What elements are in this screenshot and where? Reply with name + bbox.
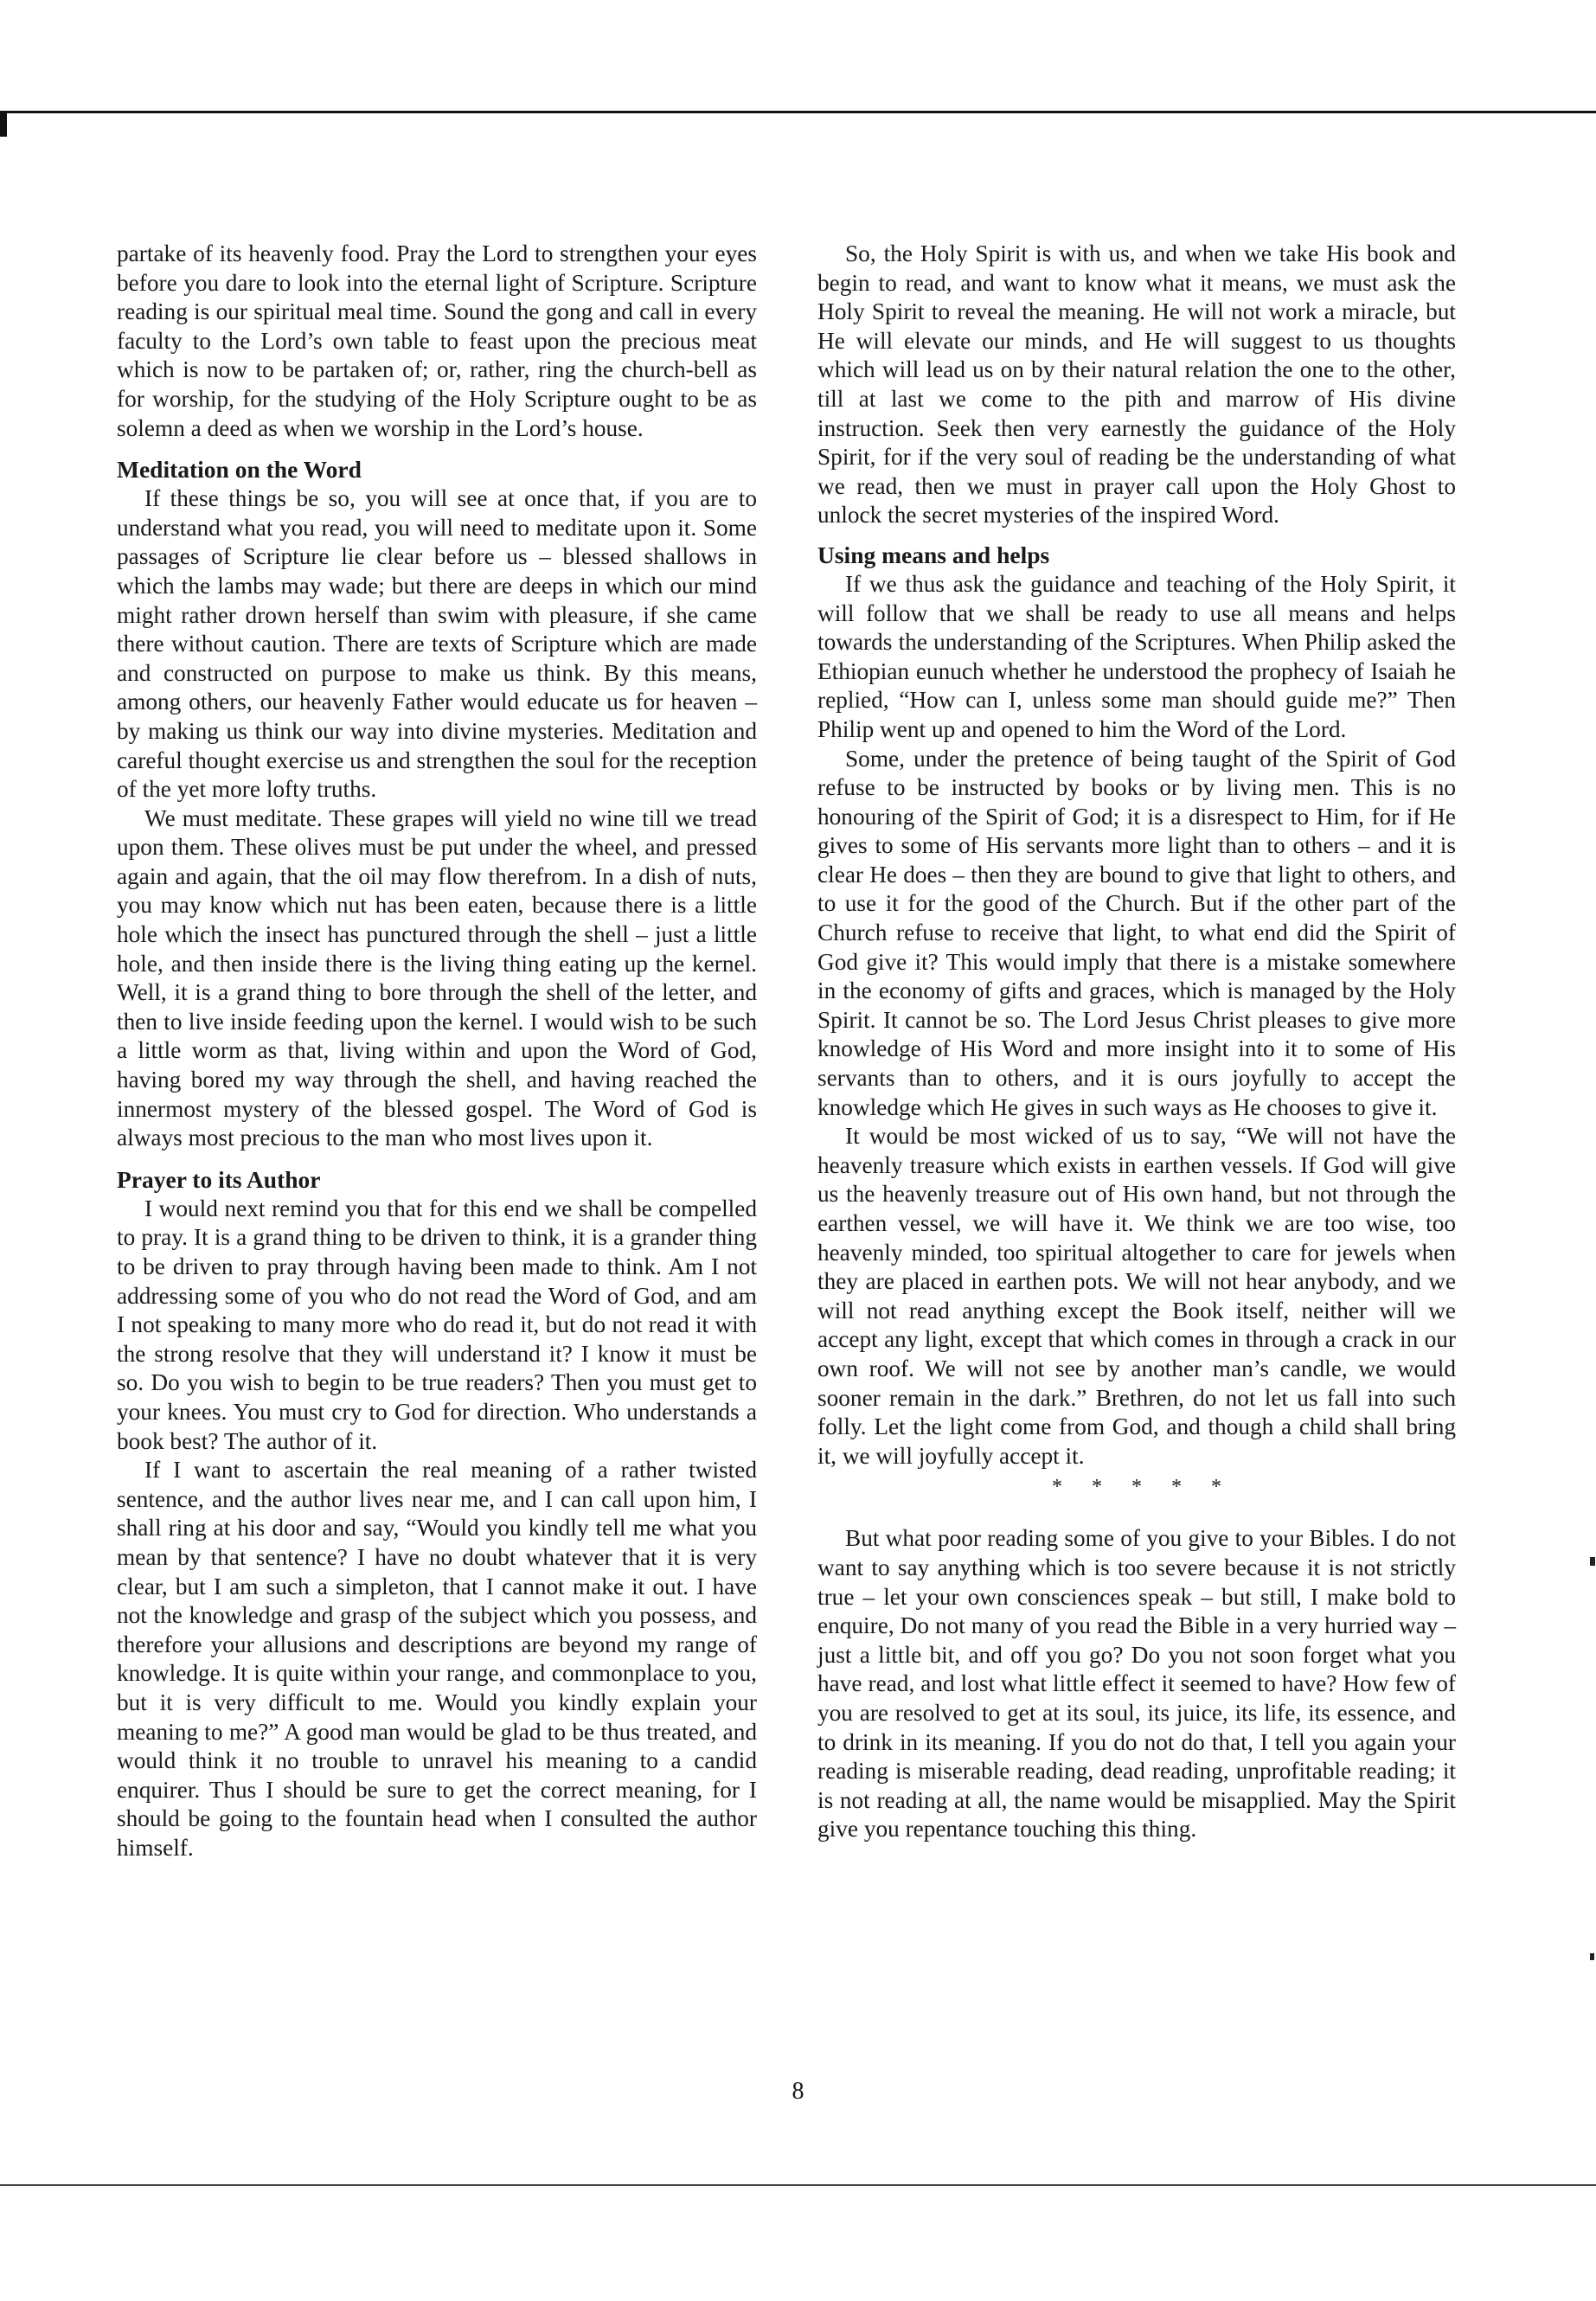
paragraph: If these things be so, you will see at once that, if you are to understand what you read, you will need to meditate upon it. Some passages of Scripture lie clear before us – blessed shallows in which the lambs may wade; but there are deeps in which our mind might rather drown herself than swim with pleasure, if she came there without caution. There are texts of Scripture which are made and constructed on purpose to make us think. By this means, among others, our heavenly Father would educate us for heaven – by making us think our way into divine mysteries. Meditation and careful thought exercise us and strengthen the soul for the reception of the yet more lofty truths.	[117, 485, 757, 803]
paragraph: So, the Holy Spirit is with us, and when we take His book and begin to read, and want to know what it means, we must ask the Holy Spirit to reveal the meaning. He will not work a miracle, but He will elevate our minds, and He will suggest to us thoughts which will lead us on by their natural relation the one to the other, till at last we come to the pith and marrow of His divine instruction. Seek then very earnestly the guidance of the Holy Spirit, for if the very soul of reading be the understanding of what we read, then we must in prayer call upon the Holy Ghost to unlock the secret mysteries of the inspired Word.	[817, 240, 1456, 529]
paragraph: If I want to ascertain the real meaning of a rather twisted sentence, and the author lives near me, and I can call upon him, I shall ring at his door and say, “Would you kindly tell me what you mean by that sentence? I have no doubt whatever that it is very clear, but I am such a simpleton, that I cannot make it out. I have not the knowledge and grasp of the subject which you possess, and therefore your allusions and descriptions are beyond my range of knowledge. It is quite within your range, and commonplace to you, but it is very difficult to me. Would you kindly explain your meaning to me?” A good man would be glad to be thus treated, and would think it no trouble to unravel his meaning to a candid enquirer. Thus I should be sure to get the correct meaning, for I should be going to the fountain head when I consulted the author himself.	[117, 1457, 757, 1861]
section-heading: Using means and helps	[817, 541, 1050, 568]
paragraph: We must meditate. These grapes will yield no wine till we tread upon them. These olives must be put under the wheel, and pressed again and again, that the oil may flow therefrom. In a dish of nuts, you may know which nut has been eaten, because there is a little hole which the insect has punctured through the shell – just a little hole, and then inside there is the living thing eating up the kernel. Well, it is a grand thing to bore through the shell of the letter, and then to live inside feeding upon the kernel. I would wish to be such a little worm as that, living within and upon the Word of God, having bored my way through the shell, and having reached the innermost mystery of the blessed gospel. The Word of God is always most precious to the man who most lives upon it.	[117, 804, 757, 1151]
page-edge-mark	[0, 111, 7, 137]
paragraph: I would next remind you that for this end we shall be compelled to pray. It is a grand thing to be driven to think, it is a grander thing to be driven to pray through having been made to think. Am I not addressing some of you who do not read the Word of God, and am I not speaking to many more who do read it, but do not read it with the strong resolve that they will understand it? I know it must be so. Do you wish to begin to be true readers? Then you must get to your knees. You must cry to God for direction. Who understands a book best? The author of it.	[117, 1195, 757, 1454]
section-heading: Prayer to its Author	[117, 1165, 321, 1193]
bottom-rule	[0, 2184, 1596, 2186]
paragraph: If we thus ask the guidance and teaching of the Holy Spirit, it will follow that we shall be ready to use all means and helps towards the understanding of the Scriptures. When Philip asked the Ethiopian eunuch whether he understood the prophecy of Isaiah he replied, “How can I, unless some man should guide me?” Then Philip went up and opened to him the Word of the Lord.	[817, 570, 1456, 742]
paragraph: But what poor reading some of you give to your Bibles. I do not want to say anything which is too severe because it is not strictly true – let your own consciences speak – but still, I make bold to enquire, Do not many of you read the Bible in a very hurried way – just a little bit, and off you go? Do you not soon forget what you have read, and lost what little effect it seemed to have? How few of you are resolved to get at its soul, its juice, its life, its essence, and to drink in its meaning. If you do not do that, I tell you again your reading is miserable reading, dead reading, unprofitable reading; it is not reading at all, the name would be misapplied. May the Spirit give you repentance touching this thing.	[817, 1525, 1456, 1843]
paragraph: Some, under the pretence of being taught of the Spirit of God refuse to be instructed by books or by living men. This is no honouring of the Spirit of God; it is a disrespect to Him, for if He gives to some of His servants more light than to others – and it is clear He does – then they are bound to give that light to others, and to use it for the good of the Church. But if the other part of the Church refuse to receive that light, to what end did the Spirit of God give it? This would imply that there is a mistake somewhere in the economy of gifts and graces, which is managed by the Holy Spirit. It cannot be so. The Lord Jesus Christ pleases to give more knowledge of His Word and more insight into it to some of His servants than to others, and it is ours joyfully to accept the knowledge which He gives in such ways as He chooses to give it.	[817, 745, 1456, 1120]
page-number: 8	[792, 2078, 804, 2105]
section-heading: Meditation on the Word	[117, 456, 362, 484]
scan-speck	[1590, 1953, 1594, 1960]
scan-speck	[1590, 1557, 1595, 1566]
top-rule	[0, 111, 1596, 113]
right-column	[817, 240, 1456, 1844]
section-break-stars: * * * * *	[1052, 1476, 1234, 1499]
paragraph: It would be most wicked of us to say, “We will not have the heavenly treasure which exists in earthen vessels. If God will give us the heavenly treasure out of His own hand, but not through the earthen vessel, we will have it. We think we are too wise, too heavenly minded, too spiritual altogether to care for jewels when they are placed in earthen pots. We will not hear anybody, and we will not read anything except the Book itself, neither will we accept any light, except that which comes in through a crack in our own roof. We will not see by another man’s candle, we would sooner remain in the dark.” Brethren, do not let us fall into such folly. Let the light come from God, and though a child shall bring it, we will joyfully accept it.	[817, 1123, 1456, 1469]
paragraph: partake of its heavenly food. Pray the Lord to strengthen your eyes before you dare to look into the eternal light of Scripture. Scripture reading is our spiritual meal time. Sound the gong and call in every faculty to the Lord’s own table to feast upon the precious meat which is now to be partaken of; or, rather, ring the church-bell as for worship, for the studying of the Holy Scripture ought to be as solemn a deed as when we worship in the Lord’s house.	[117, 240, 757, 441]
left-column	[117, 240, 757, 1862]
